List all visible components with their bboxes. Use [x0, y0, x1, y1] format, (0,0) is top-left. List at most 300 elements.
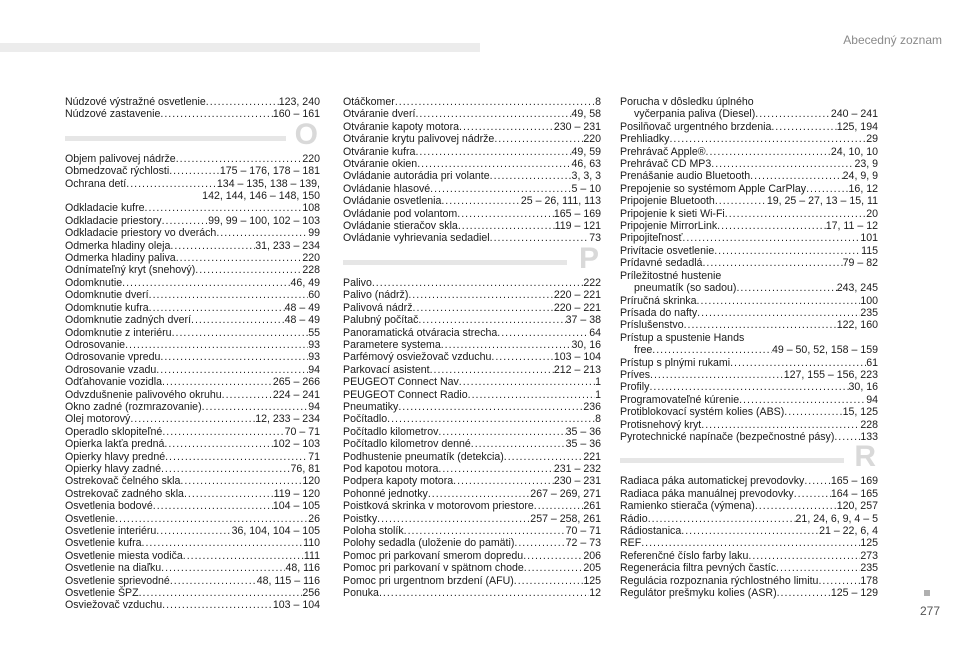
index-pages: 221	[583, 450, 601, 463]
dot-leader	[170, 575, 257, 587]
dot-leader	[702, 257, 842, 269]
index-pages: 61	[866, 356, 878, 369]
index-term: Otváranie okien	[343, 158, 418, 171]
index-entry	[343, 426, 601, 438]
index-entry	[343, 389, 601, 401]
index-entry	[343, 121, 601, 133]
index-pages: 20	[866, 207, 878, 220]
index-term: Posilňovač urgentného brzdenia	[620, 120, 772, 133]
index-pages: 48, 116	[285, 562, 320, 575]
index-entry	[343, 364, 601, 376]
index-pages: 37 – 38	[565, 314, 601, 327]
index-pages: 220	[302, 252, 320, 265]
dot-leader	[149, 302, 285, 314]
dot-leader	[164, 438, 272, 450]
index-pages: 220	[302, 152, 320, 165]
index-term: Prehliadky	[620, 133, 670, 146]
dot-leader	[684, 319, 837, 331]
index-term: free	[634, 344, 653, 357]
index-entry	[343, 289, 601, 301]
dot-leader	[156, 364, 308, 376]
index-pages: 127, 155 – 156, 223	[783, 368, 878, 381]
dot-leader	[206, 96, 279, 108]
index-pages: 222	[583, 276, 601, 289]
section-divider	[620, 458, 844, 463]
dot-leader	[669, 133, 866, 145]
section-letter-block	[65, 117, 320, 153]
index-term: Odkladacie priestory	[65, 214, 162, 227]
section-letter: O	[294, 117, 318, 151]
index-term: Pripojenie k sieti Wi-Fi	[620, 207, 725, 220]
index-entry	[620, 183, 878, 195]
dot-leader	[682, 232, 860, 244]
index-term: Prehrávač CD MP3	[620, 158, 712, 171]
index-entry	[343, 413, 601, 425]
page-header-title: Abecedný zoznam	[843, 33, 942, 47]
dot-leader	[730, 357, 866, 369]
index-term: Rádiostanica	[620, 525, 682, 537]
index-entry	[65, 413, 320, 425]
dot-leader	[794, 488, 831, 500]
index-entry	[620, 232, 878, 244]
index-term: Regulátor prešmyku kolies (ASR)	[620, 587, 777, 600]
index-pages: 72 – 73	[565, 537, 601, 550]
index-entry	[343, 277, 601, 289]
section-divider	[65, 136, 286, 141]
index-term: Ponuka	[343, 587, 379, 600]
index-pages: 228	[302, 264, 320, 277]
index-pages: 220	[583, 133, 601, 146]
index-term: Pripojiteľnosť	[620, 232, 683, 245]
index-pages: 134 – 135, 138 – 139,	[216, 177, 320, 190]
index-entry	[620, 525, 878, 537]
index-entry	[343, 463, 601, 475]
index-entry	[620, 133, 878, 145]
index-term: Referenčné číslo farby laku	[620, 549, 749, 562]
index-term: Palivo	[343, 276, 372, 289]
index-term: Ovládanie osvetlenia	[343, 195, 442, 208]
dot-leader	[415, 108, 571, 120]
index-entry	[343, 587, 601, 599]
index-pages: 108	[302, 202, 320, 215]
dot-leader	[184, 488, 274, 500]
index-entry	[620, 195, 878, 207]
index-pages: 235	[860, 562, 878, 575]
dot-leader	[697, 295, 861, 307]
section-letter: P	[578, 241, 599, 275]
dot-leader	[145, 202, 303, 214]
dot-leader	[387, 413, 595, 425]
index-term: Príležitostné hustenie	[620, 269, 722, 282]
index-term: Počítadlo kilometrov	[343, 425, 439, 438]
index-term: Obmedzovač rýchlosti	[65, 165, 170, 178]
index-entry	[343, 146, 601, 158]
index-entry	[65, 364, 320, 376]
index-pages: 1	[595, 388, 601, 401]
dot-leader	[170, 240, 255, 252]
index-term: vyčerpania paliva (Diesel)	[634, 108, 756, 121]
index-pages: 99	[308, 227, 320, 240]
index-term: Počítadlo kilometrov denné	[343, 438, 471, 451]
index-pages: 12	[589, 587, 601, 600]
dot-leader	[142, 537, 304, 549]
dot-leader	[649, 381, 848, 393]
index-pages: 273	[860, 549, 878, 562]
index-entry	[620, 319, 878, 331]
index-pages: 122, 160	[836, 319, 878, 332]
index-pages: 94	[866, 393, 878, 406]
dot-leader	[202, 401, 309, 413]
index-pages: 55	[308, 326, 320, 339]
index-pages: 23, 9	[854, 158, 878, 171]
section-letter-block	[343, 241, 601, 277]
index-entry	[343, 314, 601, 326]
index-pages: 133	[860, 430, 878, 443]
index-term: Osvetlenie interiéru	[65, 525, 157, 537]
index-pages: 103 – 104	[272, 599, 320, 612]
dot-leader	[395, 96, 595, 108]
index-term: Núdzové zastavenie	[65, 108, 161, 121]
dot-leader	[377, 513, 530, 525]
index-entry	[65, 339, 320, 351]
index-pages: 125	[860, 537, 878, 550]
index-term: Poistky	[343, 512, 378, 525]
index-pages: 30, 16	[848, 381, 878, 394]
dot-leader	[458, 220, 555, 232]
index-entry	[65, 488, 320, 500]
dot-leader	[641, 537, 860, 549]
index-term: Odomknutie z interiéru	[65, 326, 172, 339]
index-pages: 123, 240	[278, 96, 320, 108]
index-term: Protiblokovací systém kolies (ABS)	[620, 406, 785, 419]
index-entry	[343, 438, 601, 450]
index-entry	[65, 562, 320, 574]
index-entry	[65, 264, 320, 276]
index-pages: 49, 59	[571, 145, 601, 158]
index-entry	[343, 475, 601, 487]
dot-leader	[514, 575, 584, 587]
index-entry	[65, 599, 320, 611]
index-term: Osvetlenie kufra	[65, 537, 142, 550]
index-entry	[65, 463, 320, 475]
index-pages: 8	[595, 96, 601, 108]
dot-leader	[471, 438, 566, 450]
index-pages: 212 – 213	[553, 363, 601, 376]
index-entry	[343, 133, 601, 145]
dot-leader	[172, 327, 309, 339]
index-entry	[65, 351, 320, 363]
index-term: Osvetlenie	[65, 512, 116, 525]
dot-leader	[428, 488, 530, 500]
index-term: Odomknutie dverí	[65, 289, 149, 302]
index-pages: 230 – 231	[553, 475, 601, 488]
index-entry	[65, 550, 320, 562]
index-term: Ostrekovač čelného skla	[65, 475, 181, 488]
index-term: Parfémový osviežovač vzduchu	[343, 351, 492, 364]
dot-leader	[504, 451, 584, 463]
index-term: Palivová nádrž	[343, 301, 413, 314]
index-pages: 31, 233 – 234	[255, 239, 320, 252]
index-entry	[343, 550, 601, 562]
section-letter: R	[854, 440, 876, 474]
dot-leader	[514, 537, 565, 549]
index-pages: 125	[583, 574, 601, 587]
dot-leader	[818, 575, 860, 587]
index-pages: 206	[583, 549, 601, 562]
index-term: Odvzdušnenie palivového okruhu	[65, 388, 222, 401]
dot-leader	[523, 550, 583, 562]
index-term: Otváranie dverí	[343, 108, 416, 121]
index-pages: 12, 233 – 234	[255, 413, 320, 426]
index-term: Príslušenstvo	[620, 319, 684, 332]
index-entry	[65, 227, 320, 239]
index-term: Osviežovač vzduchu	[65, 599, 163, 612]
index-term: Odnímateľný kryt (snehový)	[65, 264, 196, 277]
index-pages: 93	[308, 338, 320, 351]
index-entry	[620, 208, 878, 220]
index-pages: 164 – 165	[830, 487, 878, 500]
index-entry	[343, 339, 601, 351]
dot-leader	[161, 463, 291, 475]
index-term: Núdzové výstražné osvetlenie	[65, 96, 206, 108]
index-pages: 235	[860, 306, 878, 319]
index-entry	[620, 475, 878, 487]
index-term: Prepojenie so systémom Apple CarPlay	[620, 182, 807, 195]
dot-leader	[404, 525, 566, 537]
index-term: Odomknutie	[65, 276, 123, 289]
dot-leader	[715, 195, 767, 207]
index-term: Regulácia rozpoznania rýchlostného limitu	[620, 574, 819, 587]
index-term: Palivo (nádrž)	[343, 289, 409, 302]
index-term: pneumatík (so sadou)	[634, 282, 737, 295]
index-entry	[620, 220, 878, 232]
dot-leader	[195, 264, 302, 276]
index-entry	[343, 302, 601, 314]
index-term: Otváranie kufra	[343, 145, 416, 158]
dot-leader	[156, 525, 231, 537]
index-pages: 26	[308, 512, 320, 525]
index-entry	[65, 389, 320, 401]
index-pages: 64	[589, 326, 601, 339]
index-term: Ostrekovač zadného skla	[65, 487, 184, 500]
dot-leader	[784, 406, 842, 418]
index-pages: 100	[860, 294, 878, 307]
dot-leader	[438, 426, 565, 438]
index-entry	[65, 215, 320, 227]
index-pages: 5 – 10	[571, 182, 601, 195]
index-pages: 125 – 129	[830, 587, 878, 600]
index-entry	[620, 431, 878, 443]
index-entry	[343, 500, 601, 512]
index-pages: 115	[861, 244, 878, 257]
dot-leader	[415, 146, 571, 158]
index-entry	[620, 381, 878, 393]
index-term: Okno zadné (rozmrazovanie)	[65, 400, 202, 413]
index-entry	[65, 314, 320, 326]
index-entry	[620, 295, 878, 307]
index-pages: 243, 245	[836, 282, 878, 295]
index-entry	[620, 158, 878, 170]
index-pages: 119 – 121	[554, 220, 601, 233]
index-term: Pyrotechnické napínače (bezpečnostné pásy)	[620, 430, 835, 443]
index-entry	[65, 575, 320, 587]
index-entry	[620, 562, 878, 574]
dot-leader	[408, 289, 554, 301]
index-entry	[343, 513, 601, 525]
index-entry	[343, 208, 601, 220]
index-term: Pneumatiky	[343, 400, 399, 413]
index-term: Opierka lakťa predná	[65, 438, 165, 451]
index-pages: 46, 63	[571, 158, 601, 171]
index-pages: 267 – 269, 271	[530, 487, 601, 500]
index-pages: 48 – 49	[284, 314, 320, 327]
index-column-2	[343, 96, 601, 599]
index-pages: 70 – 71	[565, 525, 601, 537]
index-pages: 265 – 266	[272, 376, 320, 389]
index-pages: 8	[595, 413, 601, 426]
index-term: Prehrávač Apple®	[620, 145, 706, 158]
dot-leader	[398, 401, 583, 413]
dot-leader	[650, 369, 784, 381]
index-pages: 35 – 36	[565, 438, 601, 451]
index-entry	[65, 302, 320, 314]
dot-leader	[162, 376, 273, 388]
index-term: Olej motorový	[65, 413, 131, 426]
index-entry	[620, 146, 878, 158]
index-term: Podhustenie pneumatík (detekcia)	[343, 450, 504, 463]
dot-leader	[750, 170, 842, 182]
dot-leader	[491, 351, 553, 363]
index-pages: 79 – 82	[842, 257, 878, 270]
index-entry	[343, 183, 601, 195]
index-term: Prísada do nafty	[620, 306, 698, 319]
index-entry	[65, 202, 320, 214]
index-term: Odmerka hladiny paliva	[65, 252, 176, 265]
dot-leader	[379, 587, 589, 599]
index-entry	[343, 351, 601, 363]
index-pages: 73	[589, 232, 601, 245]
index-term: Pomoc pri urgentnom brzdení (AFU)	[343, 574, 514, 587]
dot-leader	[160, 108, 272, 120]
index-term: Pomoc pri parkovaní smerom dopredu	[343, 549, 524, 562]
index-entry	[65, 165, 320, 177]
index-pages: 228	[860, 418, 878, 431]
index-term: Otváranie kapoty motora	[343, 120, 459, 133]
index-term: Pomoc pri parkovaní v spätnom chode	[343, 562, 524, 575]
index-entry	[65, 153, 320, 165]
index-entry	[343, 537, 601, 549]
index-pages: 24, 10, 10	[830, 145, 878, 158]
dot-leader	[165, 451, 308, 463]
dot-leader	[701, 419, 860, 431]
index-entry	[65, 587, 320, 599]
index-entry	[343, 195, 601, 207]
index-term: Prístup a spustenie Hands	[620, 331, 745, 344]
dot-leader	[162, 215, 208, 227]
dot-leader	[494, 133, 583, 145]
index-pages: 36, 104, 104 – 105	[231, 525, 320, 537]
index-entry	[65, 438, 320, 450]
index-term: Palubný počítač	[343, 314, 419, 327]
dot-leader	[697, 307, 860, 319]
index-pages: 175 – 176, 178 – 181	[219, 165, 320, 178]
index-entry	[343, 170, 601, 182]
dot-leader	[652, 344, 772, 356]
index-term: Programovateľné kúrenie	[620, 393, 740, 406]
index-entry	[620, 257, 878, 269]
index-entry	[620, 500, 878, 512]
index-pages: 48, 115 – 116	[256, 574, 320, 587]
dot-leader	[771, 121, 836, 133]
index-entry	[343, 562, 601, 574]
dot-leader	[468, 389, 595, 401]
dot-leader	[524, 562, 584, 574]
index-pages: 102 – 103	[272, 438, 320, 451]
index-entry	[620, 394, 878, 406]
index-pages: 205	[583, 562, 601, 575]
index-entry	[620, 587, 878, 599]
index-entry	[65, 376, 320, 388]
index-term: Odrosovanie vpredu	[65, 351, 161, 364]
index-term: Osvetlenie na diaľku	[65, 562, 162, 575]
index-column-1	[65, 96, 320, 612]
dot-leader	[160, 351, 308, 363]
index-pages: 231 – 232	[553, 462, 601, 475]
dot-leader	[706, 146, 831, 158]
index-pages: 256	[302, 587, 320, 600]
index-term: Pripojenie MirrorLink	[620, 220, 718, 233]
index-term: REF	[620, 537, 642, 550]
index-term: Odomknutie zadných dverí	[65, 314, 192, 327]
index-pages: 76, 81	[290, 462, 320, 475]
index-term: Odrosovanie	[65, 338, 126, 351]
index-term: Osvetlenie miesta vodiča	[65, 549, 183, 562]
dot-leader	[176, 252, 303, 264]
index-term: Ochrana detí	[65, 177, 127, 190]
section-divider	[343, 260, 567, 265]
index-pages: 119 – 120	[273, 487, 320, 500]
index-entry	[343, 488, 601, 500]
dot-leader	[122, 277, 290, 289]
index-term: Odmerka hladiny oleja	[65, 239, 171, 252]
dot-leader	[153, 500, 273, 512]
index-entry	[343, 327, 601, 339]
dot-leader	[648, 513, 796, 525]
index-pages: 29	[866, 133, 878, 146]
index-term: Panoramatická otváracia strecha	[343, 326, 498, 339]
index-entry	[343, 376, 601, 388]
index-pages: 48 – 49	[284, 301, 320, 314]
dot-leader	[534, 500, 584, 512]
index-pages: 224 – 241	[272, 388, 320, 401]
index-pages: 236	[583, 400, 601, 413]
index-pages: 178	[860, 574, 878, 587]
index-pages: 46, 49	[290, 276, 320, 289]
index-pages: 230 – 231	[553, 120, 601, 133]
dot-leader	[438, 463, 553, 475]
index-entry	[620, 344, 878, 356]
index-entry	[620, 357, 878, 369]
index-entry	[620, 419, 878, 431]
index-term: Podpera kapoty motora	[343, 475, 454, 488]
index-pages: 49 – 50, 52, 158 – 159	[771, 344, 878, 357]
dot-leader	[430, 364, 554, 376]
header-bar	[0, 43, 480, 52]
index-pages: 94	[308, 400, 320, 413]
index-term: Pod kapotou motora	[343, 462, 439, 475]
index-entry	[65, 451, 320, 463]
index-pages: 17, 11 – 12	[825, 220, 878, 233]
